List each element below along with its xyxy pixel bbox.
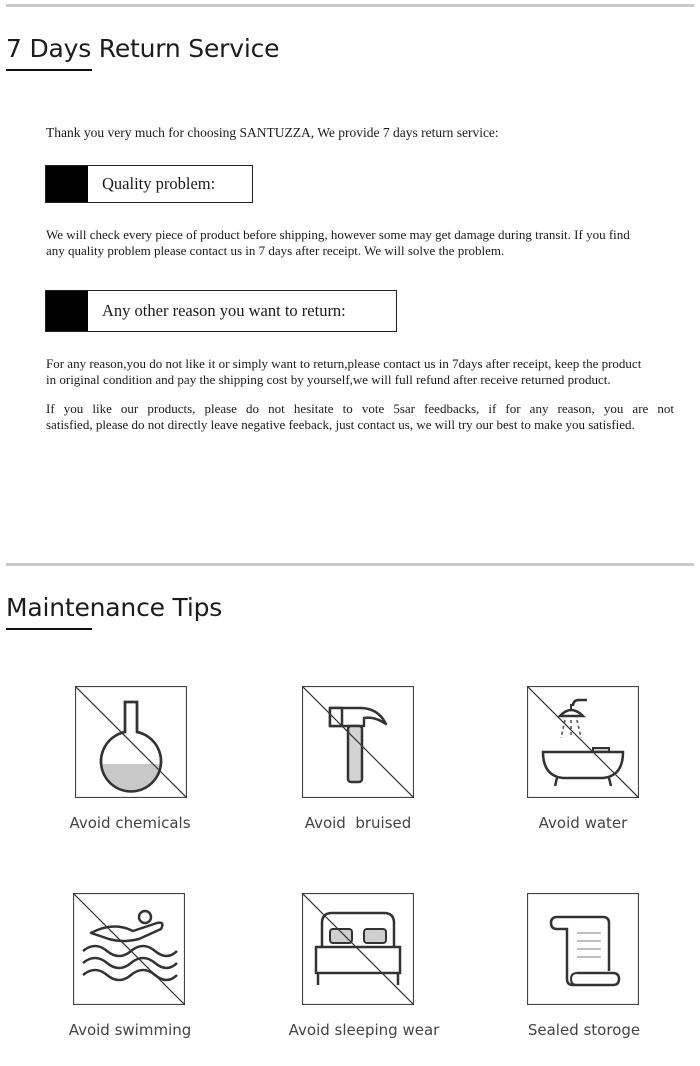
other-reason-label bbox=[45, 290, 397, 332]
scroll-icon bbox=[527, 893, 639, 1005]
label-block bbox=[46, 291, 88, 331]
return-title-underline bbox=[6, 69, 92, 71]
hammer-icon bbox=[302, 686, 414, 798]
feedback-line-1: If you like our products, please do not hesitate to vote 5sar feedbacks, if for any reason, you are not bbox=[46, 401, 674, 416]
tip-label-swimming: Avoid swimming bbox=[68, 1021, 192, 1039]
swimmer-icon bbox=[73, 893, 185, 1005]
return-intro: Thank you very much for choosing SANTUZZA, We provide 7 days return service: bbox=[46, 125, 499, 140]
other-reason-paragraph bbox=[46, 356, 674, 387]
return-service-title: 7 Days Return Service bbox=[6, 34, 280, 63]
maintenance-tips-title: Maintenance Tips bbox=[6, 593, 223, 622]
shower-bathtub-icon bbox=[527, 686, 639, 798]
quality-line-2: any quality problem please contact us in 7 days after receipt. We will solve the problem. bbox=[46, 242, 505, 258]
bed-icon bbox=[302, 893, 414, 1005]
middle-divider bbox=[6, 563, 694, 566]
quality-problem-text: Quality problem: bbox=[102, 174, 216, 193]
tip-label-water: Avoid water bbox=[538, 814, 628, 832]
quality-line-1: We will check every piece of product before shipping, however some may get damage during transit. If you find bbox=[46, 227, 630, 242]
other-line-2: in original condition and pay the shipping cost by yourself,we will full refund after receive returned product. bbox=[46, 371, 611, 387]
maintenance-title-underline bbox=[6, 628, 92, 630]
other-line-1: For any reason,you do not like it or simply want to return,please contact us in 7days after receipt, keep the product bbox=[46, 356, 642, 371]
tip-label-sleeping-wear: Avoid sleeping wear bbox=[288, 1021, 440, 1039]
tip-label-chemicals: Avoid chemicals bbox=[69, 814, 191, 832]
other-reason-text: Any other reason you want to return: bbox=[102, 301, 346, 320]
quality-paragraph bbox=[46, 227, 674, 258]
label-block bbox=[46, 166, 88, 202]
top-divider bbox=[6, 4, 694, 7]
quality-problem-label bbox=[45, 165, 253, 203]
tip-label-sealed-storage: Sealed storoge bbox=[527, 1021, 641, 1039]
feedback-paragraph bbox=[46, 401, 674, 432]
tip-label-bruised: Avoid bruised bbox=[304, 814, 412, 832]
feedback-line-2: satisfied, please do not directly leave negative feeback, just contact us, we will try our best to make you satisfied. bbox=[46, 416, 635, 432]
flask-icon bbox=[75, 686, 187, 798]
